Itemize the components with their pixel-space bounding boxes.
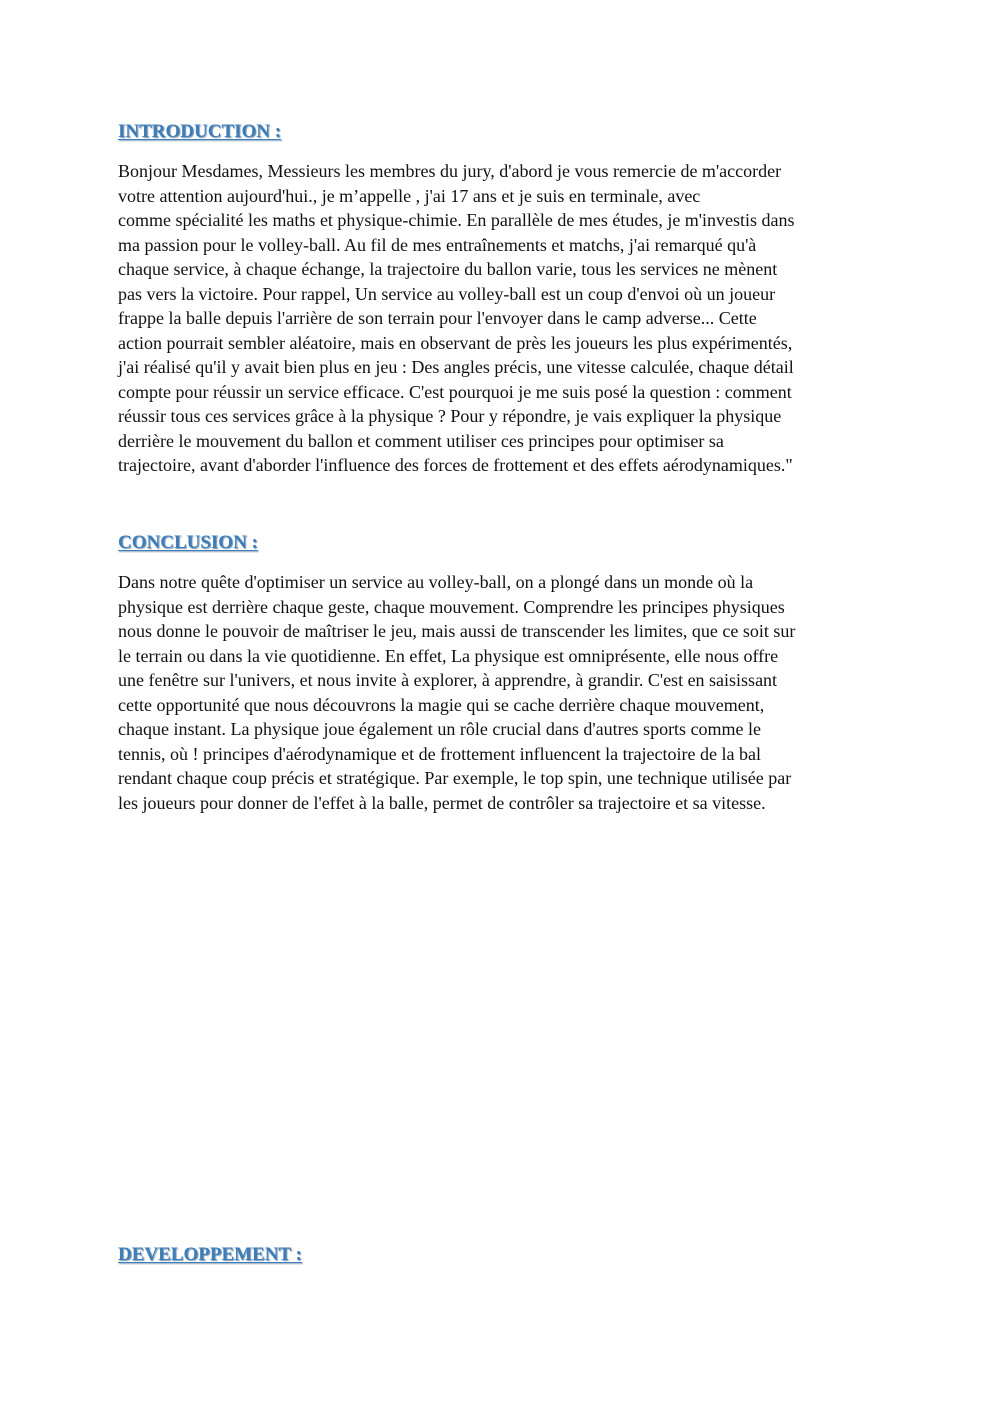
conclusion-paragraph: Dans notre quête d'optimiser un service au volley-ball, on a plongé dans un monde où la physique est derrière chaque geste, chaque mouvement. Comprendre les principes physiques nous donne le pouvoir de maîtriser le jeu, mais aussi de transcender les limites, que ce soit sur le terrain ou dans la vie quotidienne. En effet, La physique est omniprésente, elle nous offre une fenêtre sur l'univers, et nous invite à explorer, à apprendre, à grandir. C'est en saisissant cette opportunité que nous découvrons la magie qui se cache derrière chaque mouvement, chaque instant. La physique joue également un rôle crucial dans d'autres sports comme le tennis, où ! principes d'aérodynamique et de frottement influencent la trajectoire de la bal rendant chaque coup précis et stratégique. Par exemple, le top spin, une technique utilisée par les joueurs pour donner de l'effet à la balle, permet de contrôler sa trajectoire et sa vitesse.	[118, 572, 796, 813]
introduction-heading: INTRODUCTION :	[118, 121, 282, 142]
developpement-heading: DEVELOPPEMENT :	[118, 1244, 302, 1265]
conclusion-heading: CONCLUSION :	[118, 532, 258, 553]
introduction-paragraph: Bonjour Mesdames, Messieurs les membres du jury, d'abord je vous remercie de m'accorder votre attention aujourd'hui., je m’appelle , j'ai 17 ans et je suis en terminale, avec comme spécialité les maths et physique-chimie. En parallèle de mes études, je m'investis dans ma passion pour le volley-ball. Au fil de mes entraînements et matchs, j'ai remarqué qu'à chaque service, à chaque échange, la trajectoire du ballon varie, tous les services ne mènent pas vers la victoire. Pour rappel, Un service au volley-ball est un coup d'envoi où un joueur frappe la balle depuis l'arrière de son terrain pour l'envoyer dans le camp adverse... Cette action pourrait sembler aléatoire, mais en observant de près les joueurs les plus expérimentés, j'ai réalisé qu'il y avait bien plus en jeu : Des angles précis, une vitesse calculée, chaque détail compte pour réussir un service efficace. C'est pourquoi je me suis posé la question : comment réussir tous ces services grâce à la physique ? Pour y répondre, je vais expliquer la physique derrière le mouvement du ballon et comment utiliser ces principes pour optimiser sa trajectoire, avant d'aborder l'influence des forces de frottement et des effets aérodynamiques."	[118, 161, 795, 475]
